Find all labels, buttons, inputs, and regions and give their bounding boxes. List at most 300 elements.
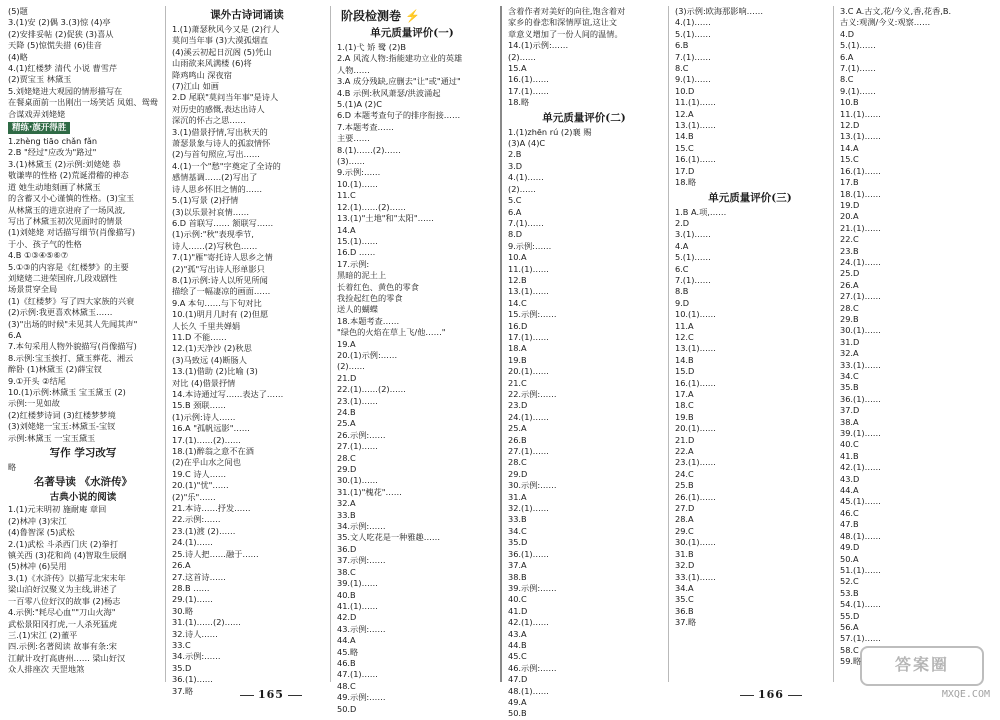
unit-title-1: 单元质量评价(一) [370,27,454,39]
answer-line: 众人排座次 天罡地煞 [8,664,85,675]
answer-line: 武松景阳冈打虎,一人杀死猛虎 [8,618,118,629]
answer-line: 描绘了一幅凄凉的画面…… [172,286,271,297]
answer-line: 14.B [675,354,694,365]
answer-line: 12.D [840,120,860,131]
answer-line: (2)…… [337,361,365,372]
answer-line: 26.示例:…… [337,429,386,440]
answer-line: 21.C [508,377,527,388]
answer-line: 35.文人吃花是一种雅趣…… [337,532,441,543]
answer-line: 9.A 本句……与下句对比 [172,297,262,308]
answer-line: 16.(1)…… [675,154,716,165]
answer-line: 9.(1)…… [840,85,876,96]
answer-line: (3)"出场的时候"未见其人先闻其声" [8,318,138,329]
answer-line: 30.(1)…… [337,475,378,486]
answer-line: 14.A [337,224,356,235]
column-5 [675,6,825,682]
answer-line: 2.B [508,149,522,160]
answer-line: 11.(1)…… [675,97,716,108]
answer-line: 17.示例: [337,258,370,269]
answer-line: 10.D [675,85,695,96]
answer-line: 10.A [508,252,527,263]
answer-line: 49.A [508,696,527,707]
answer-line: 19.D [840,199,860,210]
answer-line: 7.本题考查…… [337,121,394,132]
answer-line: 17.(1)…… [508,85,549,96]
answer-line: 33.B [508,514,527,525]
answer-line: 32.(1)…… [508,503,549,514]
answer-line: 33.B [337,509,356,520]
answer-line: 37.示例:…… [337,555,386,566]
answer-line: 36.(1)…… [508,548,549,559]
answer-line: 3.D [508,160,523,171]
watermark-url: MXQE.COM [941,689,990,700]
answer-line: 24.(1)…… [840,256,881,267]
answer-line: 40.B [337,589,356,600]
answer-line: 49.示例:…… [337,692,386,703]
answer-line: 23.B [840,245,859,256]
answer-line: 18.略 [675,177,697,188]
answer-line: 9.示例:…… [337,167,381,178]
answer-line: 5.①③的内容是《红楼梦》的主要 [8,261,129,272]
answer-line: 28.B …… [172,582,210,593]
answer-line: 1.(1)zhēn rú (2)襄 赐 [508,126,592,137]
stage-test-title: 阶段检测卷 ⚡ [341,9,421,23]
answer-line: 31.(1)……(2)…… [172,617,241,628]
answer-line: 11.A [675,320,694,331]
answer-line: 43.A [508,628,527,639]
answer-line: (2)…… [508,51,536,62]
answer-line: (4)略 [8,51,28,62]
answer-line: 章意义增加了一份人间的温情。 [508,28,623,39]
answer-line: 46.B [337,657,356,668]
answer-line: 37.略 [675,617,697,628]
answer-line: 17.A [675,389,694,399]
answer-line: 5.(1)写景 (2)抒情 [172,195,239,206]
answer-line: (1)示例:诗人…… [172,411,236,422]
answer-line: 27.这首诗…… [172,571,226,582]
answer-line: 21.本诗……抒发…… [172,503,251,514]
answer-line: 37.D [840,405,860,416]
answer-line: (2)林冲 (3)宋江 [8,515,67,526]
answer-line: 7.(1)…… [508,217,544,228]
answer-line: 42.(1)…… [840,462,881,473]
unit-title-3: 单元质量评价(三) [708,191,792,204]
answer-line: 50.D [337,703,357,714]
answer-line: 18.本题考查…… [337,315,400,326]
answer-line: 22.C [840,234,859,245]
answer-line: (1)刘姥姥 对话描写细节(肖像描写) [8,227,136,238]
answer-line: 7.(1)…… [840,63,876,74]
answer-line: 23.(1)…… [675,457,716,468]
page-number-left: 165 [236,688,306,701]
column-3 [337,6,487,714]
answer-line: 8.示例:宝玉挨打、黛玉葬花、湘云 [8,352,134,363]
answer-line: 15.B 颈联…… [172,400,226,411]
answer-line: (3)刘姥姥一宝玉:林黛玉-宝钗 [8,421,116,432]
answer-line: 53.B [840,587,859,598]
answer-line: 一百零八位好汉的故事 (2)杨志 [8,595,121,606]
answer-line: 三.(1)宋江 (2)董平 [8,629,78,640]
answer-line: 41.(1)…… [337,600,378,611]
column-6 [840,6,992,682]
answer-line: 14.(1)示例:…… [508,40,569,51]
answer-line: 7.(1)…… [675,274,711,285]
answer-line: 25.A [337,418,356,429]
answer-line: 58.C [840,644,859,655]
answer-line: 6.D 首联写…… 颔联写…… [172,217,274,228]
answer-line: 20.(1)…… [675,423,716,434]
answer-line: 35.D [508,537,528,548]
answer-line: 33.(1)…… [675,571,716,582]
answer-line: 在餐桌面前一出刚出一场笑话 凤姐、鸳鸯 [8,97,158,108]
answer-line: 32.D [675,560,695,571]
answer-line: 26.(1)…… [675,491,716,502]
answer-line: 3.C A.古文,花/今义,香,花香,B. [840,6,952,16]
answer-line: (3)…… [337,156,365,167]
answer-line: 21.D [337,372,357,383]
answer-line: 8.D [508,229,523,240]
answer-line: 3.(1)林黛玉 (2)示例:刘姥姥 恭 [8,158,121,169]
answer-line: 36.(1)…… [840,393,881,404]
answer-line: 20.(1)示例:…… [337,349,398,360]
answer-line: 25.D [840,268,860,279]
answer-line: 26.B [508,434,527,445]
answer-line: 我捡起红色的零食 [337,292,403,303]
answer-line: (2)红楼梦诗词 (3)红楼梦梦境 [8,409,116,420]
answer-line: 5.(1)…… [675,28,711,39]
answer-line: 31.(1)"槐花"…… [337,486,402,497]
answer-line: (3)示例:欧海那影响…… [675,6,764,16]
answer-line: 梁山泊好汉聚义为主线,讲述了 [8,584,118,595]
column-4 [508,6,660,719]
answer-line: 44.A [337,635,356,646]
answer-line: (3)A (4)C [508,138,546,149]
answer-line: 感情基调……(2)写出了 [172,172,258,183]
answer-line: 10.(1)明月几时有 (2)但愿 [172,309,269,320]
answer-line: 12.B [508,274,527,285]
answer-line: 4.(1)…… [508,172,544,183]
answer-line: 天降 (5)惊慌失措 (6)佳音 [8,40,102,51]
answer-line: 30.(1)…… [675,537,716,548]
answer-line: 38.A [840,416,859,427]
answer-line: 10.(1)…… [675,309,716,320]
answer-line: 6.A [8,329,22,340]
answer-line: 56.A [840,621,859,632]
answer-line: 镇关西 (3)花和尚 (4)智取生辰纲 [8,550,127,561]
answer-line: 场景贯穿全局 [8,284,58,295]
answer-line: 11.D 不能…… [172,331,227,342]
answer-line: (4)鲁智深 (5)武松 [8,527,75,538]
answer-line: 26.A [172,560,191,571]
answer-line: 11.(1)…… [840,108,881,119]
column-divider [165,6,166,682]
answer-line: 57.(1)…… [840,633,881,644]
answer-line: 41.D [508,605,528,616]
answer-line: 41.B [840,450,859,461]
answer-line: 7.(1)…… [675,51,711,62]
answer-line: 萧瑟景象与诗人的孤寂情怀 [172,138,271,149]
answer-line: 16.(1)…… [508,74,549,85]
answer-line: 44.B [508,639,527,650]
answer-line: 于小、孩子气的性格 [8,238,82,249]
answer-line: 30.示例:…… [508,480,557,491]
answer-line: 18.C [675,400,694,411]
answer-line: 13.(1)"土地"和"太阳"…… [337,213,434,224]
answer-line: 4.(1)…… [675,17,711,28]
answer-line: 16.(1)…… [840,165,881,176]
column-1 [8,6,158,682]
answer-line: 24.B [337,407,356,417]
answer-line: 33.C [172,639,191,650]
answer-line: 22.(1)……(2)…… [337,384,406,395]
lightning-icon: ⚡ [405,9,421,23]
answer-line: 50.B [508,708,527,719]
answer-line: 49.D [840,542,860,553]
answer-line: 34.C [840,371,859,381]
answer-line: 27.D [675,503,695,514]
answer-line: (2)"乐"…… [172,491,216,502]
answer-line: 18.略 [508,97,530,108]
answer-line: 17.(1)……(2)…… [172,434,241,445]
answer-line: 22.示例:…… [508,389,557,399]
answer-line: 30.略 [172,605,194,616]
answer-line: 15.C [840,154,859,165]
answer-line: 人长久 千里共婵娟 [172,320,241,331]
unit-title-2: 单元质量评价(二) [542,111,626,124]
column-divider [833,6,834,682]
answer-line: (1)示例:"秋"表现季节, [172,229,254,240]
answer-line: (2)…… [508,183,536,194]
answer-line: (4)溪云初起日沉阁 (5)凭山 [172,46,272,57]
answer-line: 9.D [675,297,690,308]
answer-line: 2.B "经过"应改为"路过" [8,147,97,158]
answer-line: (3)马致远 (4)断肠人 [172,354,247,365]
answer-line: 24.(1)…… [172,537,213,548]
answer-line: 四.示例:名著阅读 故事有条:宋 [8,641,117,652]
answer-line: 28.C [508,457,527,468]
answer-line: 45.略 [337,646,359,657]
answer-line: 5.(1)A (2)C [337,99,382,110]
answer-line: 43.示例:…… [337,623,386,634]
answer-line: 28.C [337,452,356,463]
answer-line: 6.A [508,206,522,217]
answer-line: 19.B [675,411,694,422]
answer-line: 38.B [508,571,527,582]
answer-line: 11.(1)…… [508,263,549,274]
answer-line: 的含蓄又小心谨慎的性格。(3)宝玉 [8,193,135,204]
answer-line: 15.A [508,63,527,74]
answer-line: (5)题 [8,6,28,16]
answer-line: 36.D [337,543,357,554]
answer-line: 35.D [172,662,192,673]
answer-line: 诗人……(2)写秋色…… [172,240,258,251]
answer-line: 55.D [840,610,860,621]
answer-line: 从林黛玉的进京进府了一场风波, [8,204,126,215]
answer-line: 3.(1)借景抒情,写出秋天的 [172,126,268,137]
answer-line: 长着红色、黄色的零食 [337,281,419,292]
answer-line: 36.(1)…… [172,674,213,685]
answer-line: 20.(1)…… [508,366,549,377]
answer-line: 道 她生动地刻画了林黛玉 [8,181,101,192]
spread-gutter [500,6,502,682]
answer-line: 48.(1)…… [840,530,881,541]
answer-line: 34.C [508,525,527,536]
answer-line: 21.D [675,434,695,445]
answer-line: 15.(1)…… [337,235,378,246]
answer-line: 23.(1)…… [337,395,378,406]
answer-line: (2)贾宝玉 林黛玉 [8,74,72,85]
answer-line: 24.(1)…… [508,411,549,422]
answer-line: 古义:观测/今义:观察…… [840,17,931,28]
answer-line: 2.D [675,217,690,228]
section-note: 略 [8,462,17,473]
watermark-badge: 答案圈 [860,646,984,686]
section-title-poetry: 课外古诗词诵读 [210,9,284,21]
answer-line: 19.B [508,354,527,365]
answer-line: 23.(1)渡 (2)…… [172,525,236,536]
answer-line: 22.A [675,446,694,457]
answer-line: (2)在乎山水之间也 [172,457,241,468]
answer-line: 4.(1)红楼梦 清代 小说 曹雪芹 [8,63,118,74]
answer-line: 1.B A.项,…… [675,206,727,217]
answer-line: 52.C [840,576,859,587]
answer-line: 12.A [675,108,694,119]
answer-line: 47.D [508,674,528,685]
answer-line: 7.本句采用人物外貌描写(肖像描写) [8,341,137,352]
answer-line: 8.C [675,63,689,74]
page-number-right: 166 [736,688,806,701]
answer-line: (2)安排妥帖 (2)促狭 (3)喜从 [8,28,114,39]
answer-line: 4.示例:"耗尽心血""刀山火海" [8,607,116,618]
answer-line: 10.(1)…… [337,178,378,189]
answer-line: 34.示例:…… [172,651,221,662]
answer-line: 29.B [840,313,859,324]
answer-line: 主要…… [337,133,370,144]
answer-line: 17.B [840,177,859,188]
answer-line: 32.A [840,348,859,359]
answer-line: 32.诗人…… [172,628,218,639]
answer-line: 8.B [675,286,689,297]
answer-line: 28.C [840,302,859,313]
answer-line: 10.B [840,97,859,108]
answer-line: 39.(1)…… [840,428,881,439]
answer-line: 38.C [337,566,356,577]
answer-line: "绿色的火焰在草上飞/他……" [337,327,446,338]
watermark [844,642,994,702]
answer-line: 27.(1)…… [508,446,549,457]
answer-line: 31.A [508,491,527,502]
answer-line: 9.(1)…… [675,74,711,85]
column-divider [330,6,331,682]
answer-line: 19.A [337,338,356,349]
answer-line: 6.B [675,40,689,51]
answer-line: 16.D …… [337,247,376,258]
answer-line: 4.B 示例:秋风萧瑟/洪波涌起 [337,87,441,98]
answer-line: 54.(1)…… [840,599,881,610]
answer-line: 6.A [840,51,854,62]
answer-line: 5.(1)…… [675,252,711,263]
answer-line: 17.D [675,165,695,176]
answer-line: 44.A [840,485,859,496]
answer-line: 51.(1)…… [840,564,881,575]
answer-line: 4.D [840,28,855,39]
answer-line: 18.(1)…… [840,188,881,199]
answer-line: 16.A "孤帆远影"…… [172,423,250,434]
answer-line: 12.(1)天净沙 (2)秋思 [172,343,252,354]
answer-line: 47.(1)…… [337,669,378,680]
answer-line: 3.(1)安 (2)偶 3.(3)惊 (4)亭 [8,17,111,28]
section-title-writing: 写作 学习改写 [49,447,117,460]
answer-line: 9.①开头 ②结尾 [8,375,66,386]
answer-line: 47.B [840,519,859,530]
answer-line: 15.示例:…… [508,309,557,320]
answer-line: (2)与首句照应,写出…… [172,149,260,160]
answer-line: 27.(1)…… [840,291,881,302]
answer-line: 32.A [337,498,356,509]
answer-line: 50.A [840,553,859,564]
answer-line: (1)《红楼梦》写了四大家族的兴衰 [8,295,135,306]
answer-line: 29.D [337,464,357,475]
answer-line: 31.D [840,336,860,347]
answer-line: 2.A 风流人物:指能建功立业的英雄 [337,53,463,64]
answer-line: 4.(1)一个"愁"字奠定了全诗的 [172,160,281,171]
answer-line: 合谋戏弄刘姥姥 [8,108,66,119]
answer-line: 14.C [508,297,527,308]
answer-line: 5.(1)…… [840,40,876,51]
answer-line: 20.(1)"忧"…… [172,480,229,491]
answer-line: 1.(1)弋 矫 鹭 (2)B [337,42,406,52]
answer-line: 1.zhèng tiāo chǎn fǎn [8,136,98,147]
answer-line: 59.略 [840,656,862,667]
answer-line: 对比 (4)借景抒情 [172,377,236,388]
answer-line: 15.C [675,142,694,153]
answer-line: 16.D [508,320,528,331]
answer-line: 示例:林黛玉 一宝玉黛玉 [8,432,96,443]
answer-line: 人物…… [337,64,370,75]
answer-line: 42.(1)…… [508,617,549,628]
answer-line: 21.(1)…… [840,222,881,233]
answer-line: 45.C [508,651,527,662]
answer-line: 42.D [337,612,357,623]
answer-line: 40.C [508,594,527,605]
answer-line: 13.(1)借助 (2)比喻 (3) [172,366,258,377]
answer-line: 26.A [840,279,859,290]
answer-line: 敬谦卑的性格 (2)荒诞滑稽的神态 [8,170,129,181]
answer-line: 3.(1)…… [675,229,711,240]
answer-line: 诗人思乡怀旧之情的…… [172,183,263,194]
answer-line: 对历史的感慨,表达出诗人 [172,103,265,114]
answer-line: 45.(1)…… [840,496,881,507]
answer-line: 48.(1)…… [508,685,549,696]
answer-line: 12.C [675,331,694,342]
answer-line: 13.(1)…… [675,120,716,131]
answer-line: 深沉的怀古之思…… [172,115,246,126]
answer-line: 4.A [675,240,689,251]
answer-line: 12.(1)……(2)…… [337,201,406,212]
answer-line: 24.C [675,468,694,479]
answer-line: 3.(1)《水浒传》以描写北宋末年 [8,572,126,583]
answer-line: 送人的蝴蝶 [337,304,378,315]
answer-line: 1.(1)萧瑟秋风今又是 (2)行人 [172,24,280,34]
answer-line: 40.C [840,439,859,450]
answer-line: (2)示例:我更喜欢林黛玉…… [8,307,113,318]
answer-line: 醉卧 (1)林黛玉 (2)薛宝钗 [8,364,102,375]
answer-line: 46.示例:…… [508,662,557,673]
answer-line: 含着作者对美好的向往,饱含着对 [508,6,626,16]
answer-line: 20.A [840,211,859,222]
answer-line: 46.C [840,507,859,518]
answer-line: 刘姥姥二进荣国府,几段戏剧性 [8,272,118,283]
